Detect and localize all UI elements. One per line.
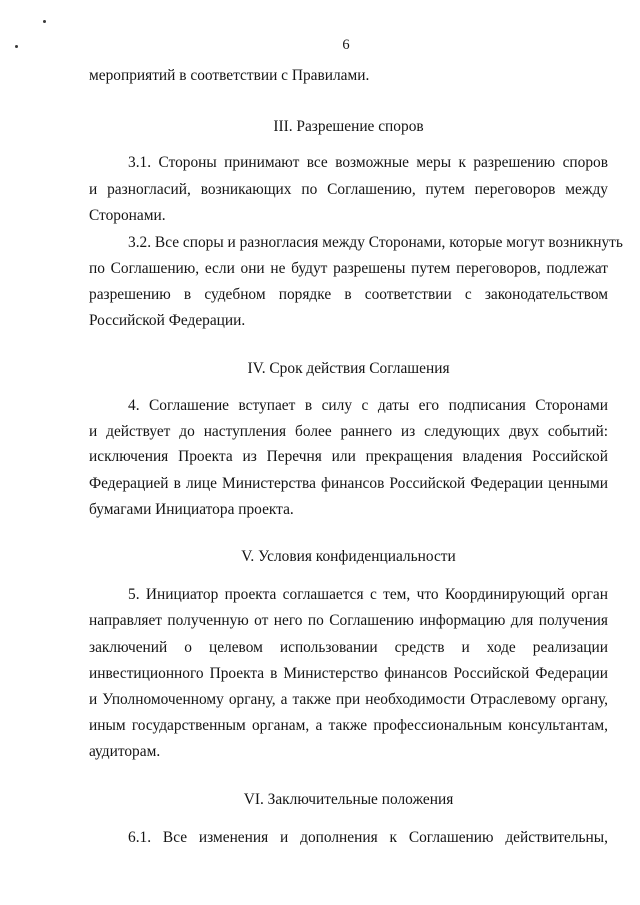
text-line: мероприятий в соответствии с Правилами.: [89, 67, 370, 84]
text-line: по Соглашению, если они не будут разрешены путем переговоров, подлежат: [89, 260, 608, 277]
scan-speck: [43, 20, 46, 23]
text-line: 5. Инициатор проекта соглашается с тем, что Координирующий орган: [128, 586, 608, 603]
text-line: бумагами Инициатора проекта.: [89, 501, 294, 518]
text-line: Российской Федерации.: [89, 312, 246, 329]
text-line: исключения Проекта из Перечня или прекращения владения Российской: [89, 448, 608, 465]
text-line: Федерацией в лице Министерства финансов Российской Федерации ценными: [89, 475, 608, 492]
page-number: 6: [342, 37, 350, 53]
section-heading-4: IV. Срок действия Соглашения: [247, 360, 450, 377]
text-line: 3.2. Все споры и разногласия между Сторонами, которые могут возникнуть: [128, 234, 623, 251]
text-line: иным государственным органам, а также профессиональным консультантам,: [89, 717, 608, 734]
section-heading-6: VI. Заключительные положения: [243, 791, 454, 808]
text-line: Сторонами.: [89, 207, 166, 224]
text-line: направляет полученную от него по Соглашению информацию для получения: [89, 612, 608, 629]
text-line: и Уполномоченному органу, а также при необходимости Отраслевому органу,: [89, 691, 608, 708]
text-line: и разногласий, возникающих по Соглашению, путем переговоров между: [89, 181, 608, 198]
text-line: инвестиционного Проекта в Министерство финансов Российской Федерации: [89, 665, 608, 682]
text-line: 3.1. Стороны принимают все возможные меры к разрешению споров: [128, 154, 608, 171]
text-line: 4. Соглашение вступает в силу с даты его подписания Сторонами: [128, 397, 608, 414]
text-line: заключений о целевом использовании средств и ходе реализации: [89, 639, 608, 656]
section-heading-5: V. Условия конфиденциальности: [241, 548, 456, 565]
text-line: аудиторам.: [89, 743, 161, 760]
section-heading-3: III. Разрешение споров: [273, 118, 424, 135]
text-line: и действует до наступления более раннего из следующих двух событий:: [89, 423, 608, 440]
text-line: разрешению в судебном порядке в соответствии с законодательством: [89, 286, 608, 303]
text-line: 6.1. Все изменения и дополнения к Соглашению действительны,: [128, 829, 608, 846]
